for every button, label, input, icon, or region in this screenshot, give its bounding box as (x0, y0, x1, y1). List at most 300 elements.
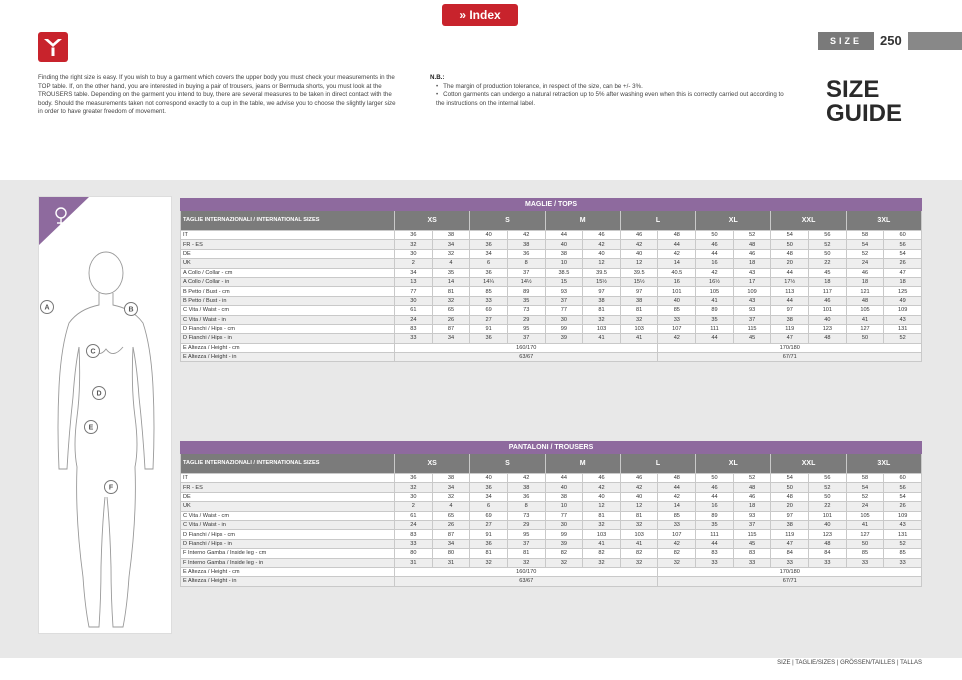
brand-logo-icon (38, 32, 68, 62)
table-cell: 123 (809, 324, 847, 333)
table-cell: 4 (432, 259, 470, 268)
table-cell: 77 (395, 287, 433, 296)
table-cell: 85 (884, 549, 922, 558)
table-cell: 63/67 (395, 577, 658, 586)
table-cell: 33 (696, 558, 734, 567)
brand-logo (38, 32, 68, 62)
table-cell: 81 (583, 511, 621, 520)
table-cell: 39.5 (620, 268, 658, 277)
table-cell: 30 (395, 249, 433, 258)
row-label: C Vita / Waist - cm (181, 511, 395, 520)
table-cell: 65 (432, 306, 470, 315)
table-cell: 32 (620, 558, 658, 567)
table-cell: 29 (507, 315, 545, 324)
table-cell: 31 (432, 558, 470, 567)
table-cell: 83 (696, 549, 734, 558)
table-cell: 95 (507, 530, 545, 539)
table-cell: 36 (470, 268, 508, 277)
size-header-label: TAGLIE INTERNAZIONALI / INTERNATIONAL SIZES (181, 211, 395, 231)
size-group-header: S (470, 454, 545, 474)
figure-corner-badge (39, 197, 89, 245)
row-label: DE (181, 249, 395, 258)
table-cell: 170/180 (658, 567, 922, 576)
table-row (181, 296, 922, 305)
table-cell: 46 (583, 474, 621, 483)
table-cell: 6 (470, 259, 508, 268)
table-cell: 33 (846, 558, 884, 567)
table-cell: 81 (620, 306, 658, 315)
note-item: • The margin of production tolerance, in respect of the size, can be +/- 3%. (436, 83, 790, 92)
table-cell: 99 (545, 324, 583, 333)
table-caption: PANTALONI / TROUSERS (181, 442, 922, 454)
page-number: 250 (880, 33, 902, 48)
row-label: E Altezza / Height - in (181, 353, 395, 362)
row-label: F Interno Gamba / Inside leg - cm (181, 549, 395, 558)
table-cell: 101 (809, 511, 847, 520)
table-cell: 117 (809, 287, 847, 296)
table-cell: 81 (620, 511, 658, 520)
table-cell: 83 (395, 530, 433, 539)
table-cell: 36 (470, 240, 508, 249)
table-cell: 48 (771, 249, 809, 258)
size-group-header: XL (696, 454, 771, 474)
table-cell: 81 (432, 287, 470, 296)
table-cell: 48 (733, 483, 771, 492)
tops-size-table (180, 198, 922, 362)
table-cell: 81 (583, 306, 621, 315)
table-cell: 85 (658, 511, 696, 520)
table-row (181, 324, 922, 333)
table-cell: 50 (771, 483, 809, 492)
table-cell: 131 (884, 530, 922, 539)
table-cell: 43 (733, 296, 771, 305)
table-caption: MAGLIE / TOPS (181, 199, 922, 211)
row-label: E Altezza / Height - cm (181, 567, 395, 576)
index-button[interactable]: » Index (442, 4, 518, 26)
table-row (181, 353, 922, 362)
table-row (181, 474, 922, 483)
table-cell: 127 (846, 324, 884, 333)
table-cell: 34 (395, 268, 433, 277)
table-cell: 32 (395, 483, 433, 492)
table-cell: 26 (432, 315, 470, 324)
row-label: C Vita / Waist - in (181, 520, 395, 529)
table-cell: 46 (809, 296, 847, 305)
table-row (181, 231, 922, 240)
table-row (181, 240, 922, 249)
row-label: C Vita / Waist - in (181, 315, 395, 324)
table-cell: 33 (470, 296, 508, 305)
table-cell: 36 (470, 334, 508, 343)
row-label: F Interno Gamba / Inside leg - in (181, 558, 395, 567)
table-cell: 18 (809, 277, 847, 286)
table-cell: 91 (470, 324, 508, 333)
table-cell: 56 (884, 483, 922, 492)
table-cell: 103 (583, 530, 621, 539)
table-cell: 41 (620, 539, 658, 548)
table-row (181, 259, 922, 268)
row-label: B Petto / Bust - in (181, 296, 395, 305)
table-cell: 125 (884, 287, 922, 296)
table-row (181, 268, 922, 277)
table-cell: 160/170 (395, 343, 658, 352)
table-cell: 40 (620, 249, 658, 258)
table-cell: 115 (733, 324, 771, 333)
table-cell: 89 (507, 287, 545, 296)
table-cell: 105 (846, 511, 884, 520)
table-cell: 32 (395, 240, 433, 249)
table-cell: 54 (884, 492, 922, 501)
row-label: DE (181, 492, 395, 501)
table-cell: 32 (658, 558, 696, 567)
footer-text: SIZE | TAGLIE/SIZES | GRÖSSEN/TAILLES | TALLAS (777, 660, 922, 666)
table-cell: 40 (809, 315, 847, 324)
table-cell: 12 (620, 502, 658, 511)
page-title-line-2: GUIDE (826, 100, 903, 127)
row-label: A Collo / Collar - in (181, 277, 395, 286)
table-cell: 46 (696, 483, 734, 492)
table-cell: 40 (658, 296, 696, 305)
table-cell: 15½ (583, 277, 621, 286)
table-cell: 45 (733, 539, 771, 548)
table-cell: 42 (658, 539, 696, 548)
table-cell: 34 (432, 539, 470, 548)
table-cell: 46 (620, 474, 658, 483)
table-cell: 109 (733, 287, 771, 296)
table-cell: 58 (846, 474, 884, 483)
table-cell: 69 (470, 306, 508, 315)
table-cell: 42 (658, 249, 696, 258)
page-bar (908, 32, 962, 50)
table-cell: 10 (545, 259, 583, 268)
intro-text: Finding the right size is easy. If you wish to buy a garment which covers the upper body you must check your measurements in the TOP table. If, on the other hand, you are interested in buying a pair of trousers, jeans or Bermuda shorts, you must look at the TROUSERS table. Depending on the garment you intend to buy, there are several measures to be taken in direct contact with the body. Should the measurements taken not correspond exactly to a cup in the table, we advise you to choose the slightly larger size in order to have greater freedom of movement. (38, 74, 396, 116)
table-cell: 30 (395, 296, 433, 305)
table-cell: 105 (696, 287, 734, 296)
notes-list (430, 83, 790, 109)
table-cell: 69 (470, 511, 508, 520)
table-cell: 30 (545, 520, 583, 529)
table-cell: 52 (809, 483, 847, 492)
table-cell: 43 (884, 520, 922, 529)
table-cell: 42 (658, 334, 696, 343)
table-cell: 45 (809, 268, 847, 277)
table-cell: 33 (809, 558, 847, 567)
table-cell: 32 (432, 492, 470, 501)
table-cell: 44 (696, 334, 734, 343)
table-cell: 30 (545, 315, 583, 324)
table-row (181, 530, 922, 539)
table-cell: 8 (507, 502, 545, 511)
table-cell: 97 (771, 511, 809, 520)
table-row (181, 287, 922, 296)
svg-text:A: A (44, 304, 50, 312)
page-title (826, 78, 902, 126)
row-label: B Petto / Bust - cm (181, 287, 395, 296)
table-row (181, 334, 922, 343)
table-cell: 20 (771, 259, 809, 268)
table-cell: 42 (696, 268, 734, 277)
table-cell: 32 (620, 520, 658, 529)
table-cell: 14½ (507, 277, 545, 286)
row-label: FR - ES (181, 483, 395, 492)
table-cell: 14 (432, 277, 470, 286)
table-cell: 67/71 (658, 577, 922, 586)
table-cell: 61 (395, 306, 433, 315)
table-cell: 54 (846, 483, 884, 492)
table-row (181, 520, 922, 529)
table-cell: 38 (545, 492, 583, 501)
table-row (181, 483, 922, 492)
table-cell: 47 (771, 539, 809, 548)
table-cell: 34 (432, 240, 470, 249)
table-cell: 52 (846, 249, 884, 258)
table-cell: 131 (884, 324, 922, 333)
table-cell: 54 (771, 474, 809, 483)
row-label: IT (181, 231, 395, 240)
table-cell: 14 (658, 259, 696, 268)
size-group-header: 3XL (846, 454, 921, 474)
size-header-label: TAGLIE INTERNAZIONALI / INTERNATIONAL SIZES (181, 454, 395, 474)
table-cell: 37 (507, 334, 545, 343)
table-cell: 46 (620, 231, 658, 240)
table-cell: 77 (545, 511, 583, 520)
svg-text:E: E (88, 424, 94, 432)
table-cell: 97 (771, 306, 809, 315)
table-cell: 103 (620, 324, 658, 333)
table-cell: 54 (884, 249, 922, 258)
table-cell: 82 (620, 549, 658, 558)
table-cell: 26 (432, 520, 470, 529)
table-cell: 81 (507, 549, 545, 558)
table-cell: 83 (733, 549, 771, 558)
table-cell: 50 (809, 249, 847, 258)
table-cell: 44 (545, 474, 583, 483)
table-cell: 30 (395, 492, 433, 501)
table-cell: 40 (583, 249, 621, 258)
table-cell: 121 (846, 287, 884, 296)
measure-marker-d (93, 387, 106, 400)
table-cell: 82 (583, 549, 621, 558)
table-cell: 46 (733, 249, 771, 258)
table-cell: 111 (696, 324, 734, 333)
row-label: IT (181, 474, 395, 483)
table-cell: 29 (507, 520, 545, 529)
table-cell: 99 (545, 530, 583, 539)
table-cell: 17½ (771, 277, 809, 286)
table-cell: 84 (771, 549, 809, 558)
table-cell: 33 (395, 539, 433, 548)
table-cell: 85 (846, 549, 884, 558)
table-cell: 39.5 (583, 268, 621, 277)
table-cell: 89 (696, 511, 734, 520)
table-cell: 37 (507, 268, 545, 277)
table-cell: 54 (771, 231, 809, 240)
table-cell: 48 (733, 240, 771, 249)
table-cell: 103 (620, 530, 658, 539)
table-cell: 46 (733, 492, 771, 501)
table-cell: 61 (395, 511, 433, 520)
svg-text:B: B (128, 306, 134, 314)
table-cell: 38 (545, 249, 583, 258)
table-cell: 119 (771, 324, 809, 333)
table-cell: 93 (733, 306, 771, 315)
table-cell: 41 (583, 539, 621, 548)
row-label: E Altezza / Height - in (181, 577, 395, 586)
table-cell: 50 (846, 539, 884, 548)
table-cell: 4 (432, 502, 470, 511)
table-row (181, 558, 922, 567)
table-cell: 16½ (696, 277, 734, 286)
table-cell: 47 (884, 268, 922, 277)
table-cell: 89 (696, 306, 734, 315)
table-row (181, 249, 922, 258)
row-label: D Fianchi / Hips - in (181, 539, 395, 548)
table-cell: 42 (507, 474, 545, 483)
table-cell: 12 (583, 259, 621, 268)
table-cell: 109 (884, 511, 922, 520)
table-cell: 40 (583, 492, 621, 501)
table-cell: 41 (696, 296, 734, 305)
size-group-header: XL (696, 211, 771, 231)
table-cell: 22 (809, 502, 847, 511)
table-cell: 37 (733, 520, 771, 529)
table-cell: 52 (809, 240, 847, 249)
table-cell: 48 (809, 334, 847, 343)
table-row (181, 577, 922, 586)
table-cell: 36 (395, 474, 433, 483)
table-cell: 109 (884, 306, 922, 315)
table-cell: 41 (583, 334, 621, 343)
table-cell: 38.5 (545, 268, 583, 277)
table-cell: 32 (432, 296, 470, 305)
table-cell: 2 (395, 502, 433, 511)
table-cell: 32 (432, 249, 470, 258)
row-label: C Vita / Waist - cm (181, 306, 395, 315)
table-cell: 32 (620, 315, 658, 324)
table-cell: 32 (507, 558, 545, 567)
row-label: D Fianchi / Hips - cm (181, 530, 395, 539)
table-cell: 82 (545, 549, 583, 558)
table-cell: 54 (846, 240, 884, 249)
row-label: A Collo / Collar - cm (181, 268, 395, 277)
table-cell: 50 (696, 474, 734, 483)
table-cell: 33 (658, 315, 696, 324)
svg-text:F: F (108, 484, 114, 492)
table-cell: 60 (884, 474, 922, 483)
table-cell: 170/180 (658, 343, 922, 352)
table-cell: 40 (470, 231, 508, 240)
table-cell: 17 (733, 277, 771, 286)
svg-text:C: C (90, 348, 96, 356)
table-cell: 107 (658, 324, 696, 333)
table-cell: 87 (432, 324, 470, 333)
table-cell: 15 (545, 277, 583, 286)
table-cell: 111 (696, 530, 734, 539)
table-cell: 40 (620, 492, 658, 501)
table-cell: 56 (809, 474, 847, 483)
table-cell: 8 (507, 259, 545, 268)
table-cell: 77 (545, 306, 583, 315)
table-cell: 27 (470, 520, 508, 529)
table-cell: 42 (620, 240, 658, 249)
table-cell: 52 (884, 539, 922, 548)
table-cell: 107 (658, 530, 696, 539)
table-cell: 38 (432, 231, 470, 240)
measure-marker-c (87, 345, 100, 358)
table-cell: 97 (583, 287, 621, 296)
table-cell: 18 (733, 502, 771, 511)
table-cell: 49 (884, 296, 922, 305)
table-cell: 87 (432, 530, 470, 539)
table-cell: 93 (733, 511, 771, 520)
svg-text:D: D (96, 390, 102, 398)
table-cell: 127 (846, 530, 884, 539)
table-cell: 80 (432, 549, 470, 558)
table-cell: 40 (470, 474, 508, 483)
table-cell: 97 (620, 287, 658, 296)
table-cell: 18 (733, 259, 771, 268)
measure-marker-a (41, 301, 54, 314)
table-cell: 105 (846, 306, 884, 315)
table-cell: 36 (470, 483, 508, 492)
table-cell: 48 (658, 231, 696, 240)
table-cell: 52 (846, 492, 884, 501)
table-cell: 14¼ (470, 277, 508, 286)
table-row (181, 502, 922, 511)
table-cell: 36 (470, 539, 508, 548)
notes-block (430, 74, 790, 108)
table-cell: 38 (583, 296, 621, 305)
measure-marker-f (105, 481, 118, 494)
table-cell: 16 (658, 277, 696, 286)
table-cell: 119 (771, 530, 809, 539)
table-cell: 41 (846, 315, 884, 324)
size-group-header: L (620, 211, 695, 231)
table-cell: 56 (884, 240, 922, 249)
table-cell: 50 (696, 231, 734, 240)
table-cell: 14 (658, 502, 696, 511)
table-cell: 84 (809, 549, 847, 558)
table-cell: 22 (809, 259, 847, 268)
table-cell: 52 (733, 231, 771, 240)
table-cell: 35 (432, 268, 470, 277)
table-cell: 38 (771, 315, 809, 324)
table-cell: 81 (470, 549, 508, 558)
table-cell: 2 (395, 259, 433, 268)
size-group-header: XS (395, 454, 470, 474)
table-cell: 40.5 (658, 268, 696, 277)
table-cell: 12 (583, 502, 621, 511)
table-cell: 34 (432, 334, 470, 343)
table-cell: 46 (696, 240, 734, 249)
table-cell: 73 (507, 306, 545, 315)
table-cell: 31 (395, 558, 433, 567)
table-cell: 26 (884, 259, 922, 268)
table-cell: 48 (846, 296, 884, 305)
table-cell: 58 (846, 231, 884, 240)
size-group-header: XXL (771, 211, 846, 231)
table-row (181, 492, 922, 501)
table-cell: 44 (658, 483, 696, 492)
table-cell: 101 (809, 306, 847, 315)
row-label: UK (181, 259, 395, 268)
table-cell: 42 (583, 483, 621, 492)
table-cell: 85 (658, 306, 696, 315)
table-cell: 40 (545, 483, 583, 492)
table-cell: 48 (771, 492, 809, 501)
table-cell: 80 (395, 549, 433, 558)
table-cell: 93 (545, 287, 583, 296)
